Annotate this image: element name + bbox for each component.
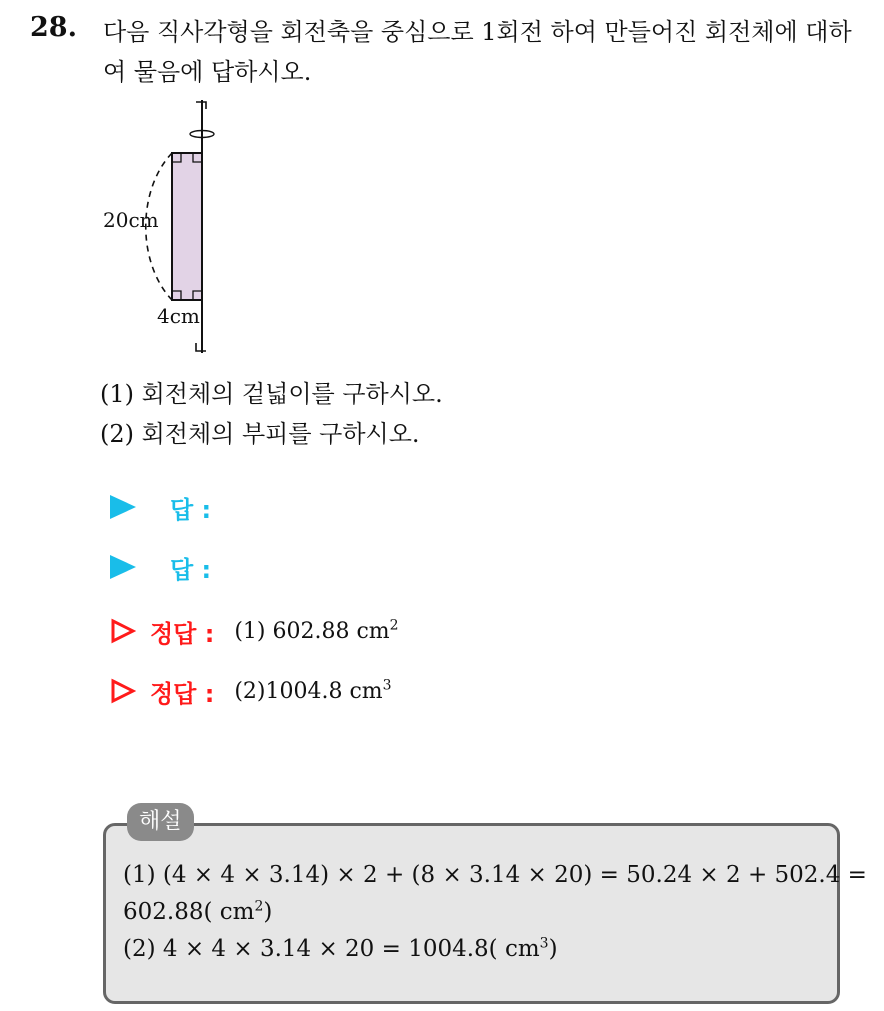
rectangle-shape (172, 153, 202, 300)
correct-answer-value: (1) 602.88 $cm^2$ (234, 617, 399, 644)
answer-row-1 (110, 490, 211, 524)
correct-answer-value: (2)1004.8 $cm^3$ (234, 677, 392, 704)
subquestion-1: (1) 회전체의 겉넓이를 구하시오. (100, 380, 443, 408)
explanation-line-2: 602.88( $cm^2$) (123, 898, 273, 925)
answer-arrow-icon (110, 555, 136, 579)
subquestion-2: (2) 회전체의 부피를 구하시오. (100, 420, 420, 448)
correct-answer-label: 정답 : (150, 679, 215, 708)
explanation-tag: 해설 (127, 803, 194, 841)
outline-triangle-icon (110, 618, 136, 644)
rectangle-figure (95, 95, 235, 360)
explanation-line-1: (1) (4 × 4 × 3.14) × 2 + (8 × 3.14 × 20) = 50.24 × 2 + 502.4 = (123, 862, 867, 888)
answer-label: 답 : (170, 495, 212, 524)
question-text: 다음 직사각형을 회전축을 중심으로 1회전 하여 만들어진 회전체에 대하여 물음에 답하시오. (103, 18, 852, 86)
correct-answer-label: 정답 : (150, 619, 215, 648)
height-label: 20cm (103, 208, 159, 232)
explanation-line-3: (2) 4 × 4 × 3.14 × 20 = 1004.8( $cm^3$) (123, 935, 558, 962)
answer-label: 답 : (170, 555, 212, 584)
width-label: 4cm (157, 304, 200, 328)
outline-triangle-icon (110, 678, 136, 704)
correct-answer-row-1 (110, 614, 399, 648)
correct-answer-row-2 (110, 674, 392, 708)
answer-row-2 (110, 550, 211, 584)
question-number: 28. (30, 12, 77, 43)
answer-arrow-icon (110, 495, 136, 519)
